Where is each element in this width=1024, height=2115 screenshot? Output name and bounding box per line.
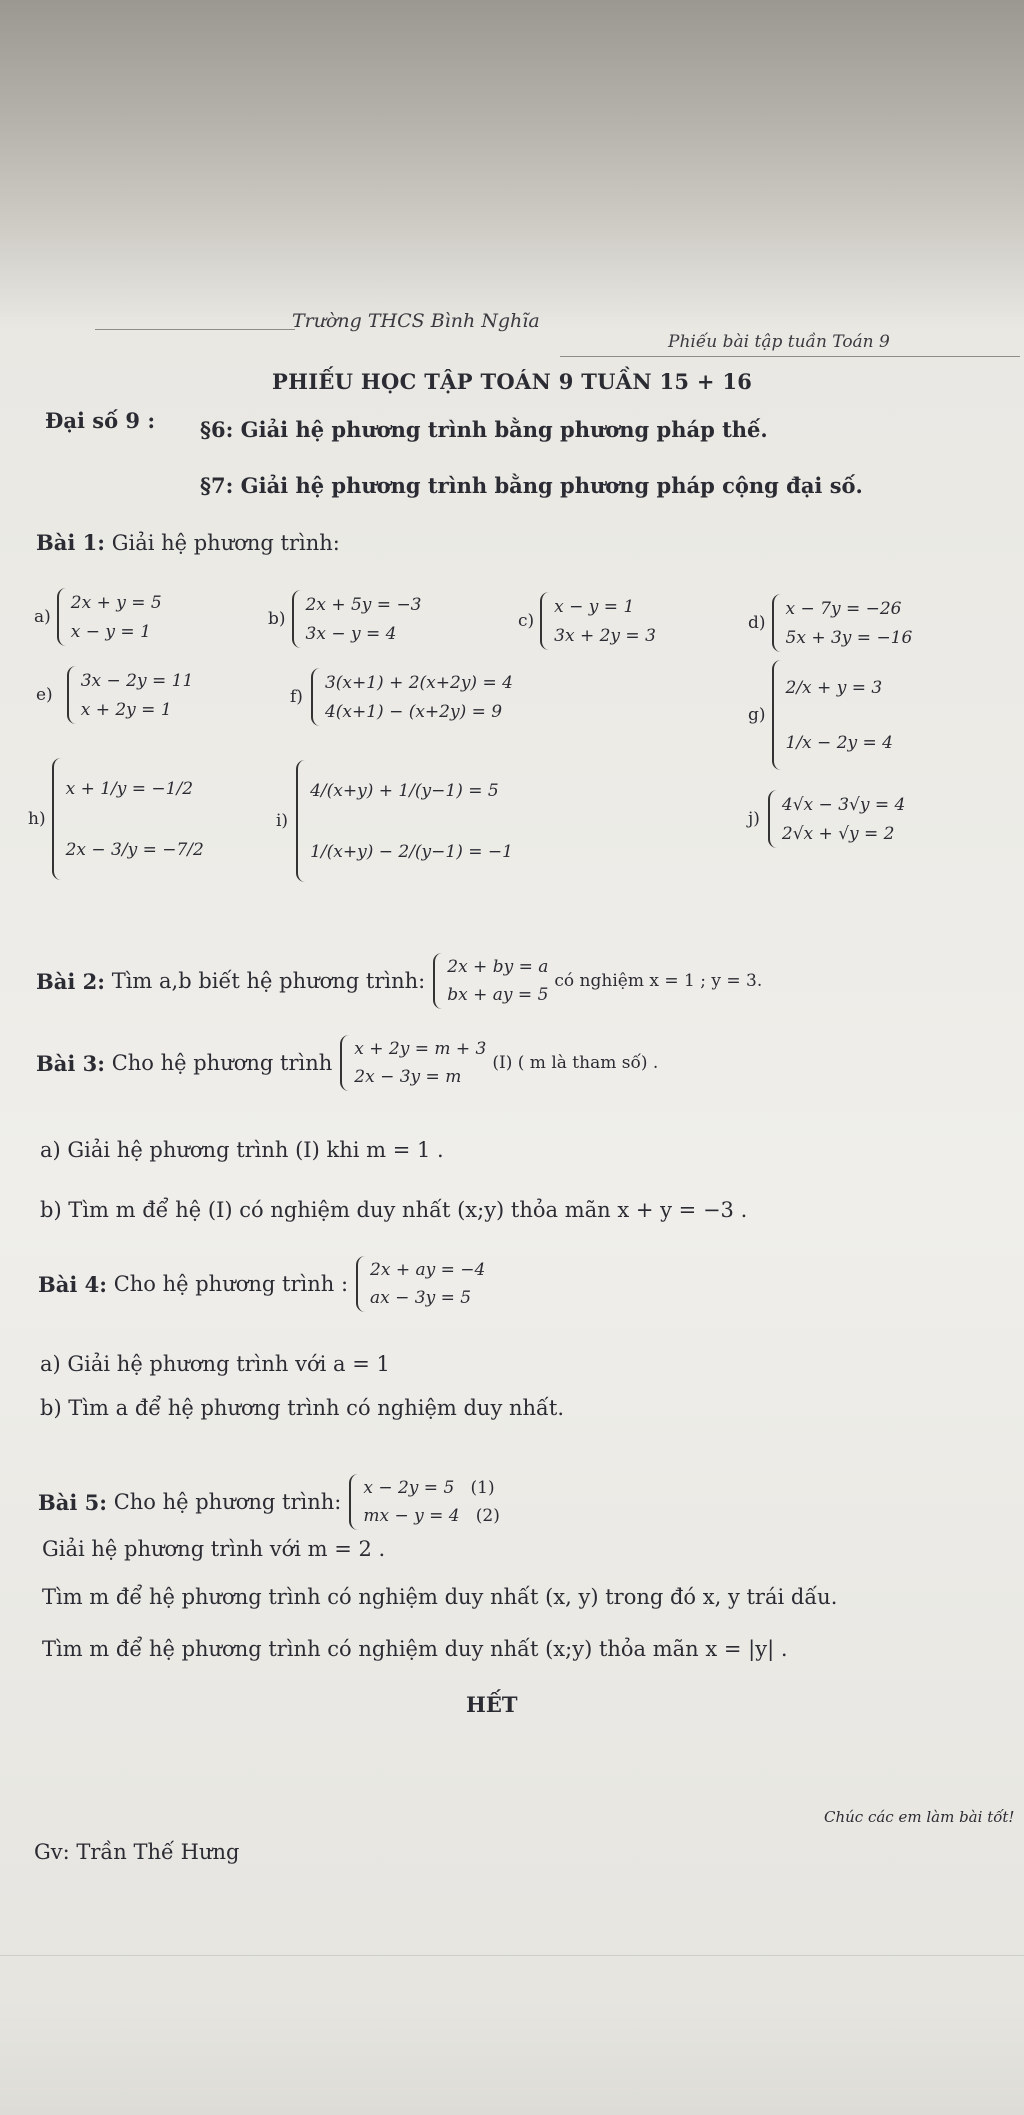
- header-rule-right: [560, 356, 1020, 357]
- topic-line-1: §6: Giải hệ phương trình bằng phương pháp thế.: [200, 417, 768, 442]
- teacher-name: Gv: Trần Thế Hưng: [34, 1840, 240, 1864]
- bai1-d: d) x − 7y = −26 5x + 3y = −16: [748, 594, 912, 652]
- bai4-b: b) Tìm a để hệ phương trình có nghiệm duy nhất.: [40, 1396, 565, 1420]
- page-title: PHIẾU HỌC TẬP TOÁN 9 TUẦN 15 + 16: [272, 369, 753, 394]
- bai5-line-3: Tìm m để hệ phương trình có nghiệm duy nhất (x;y) thỏa mãn x = |y| .: [42, 1637, 788, 1661]
- bai5-line-1: Giải hệ phương trình với m = 2 .: [42, 1537, 386, 1561]
- bai1-b: b) 2x + 5y = −3 3x − y = 4: [268, 590, 422, 648]
- bai3-a: a) Giải hệ phương trình (I) khi m = 1 .: [40, 1138, 444, 1162]
- sheet-name: Phiếu bài tập tuần Toán 9: [668, 332, 890, 352]
- topic-line-2: §7: Giải hệ phương trình bằng phương pháp cộng đại số.: [200, 473, 863, 498]
- bai1-j: j) 4√x − 3√y = 4 2√x + √y = 2: [748, 790, 905, 848]
- bai1-a: a) 2x + y = 5 x − y = 1: [34, 588, 162, 646]
- bai1-prompt: Bài 1: Giải hệ phương trình:: [36, 530, 340, 555]
- bai4: Bài 4: Cho hệ phương trình : 2x + ay = −4 ax − 3y = 5: [38, 1256, 485, 1312]
- bai2: Bài 2: Tìm a,b biết hệ phương trình: 2x + by = a bx + ay = 5 có nghiệm x = 1 ; y = 3.: [36, 953, 762, 1009]
- bai4-a: a) Giải hệ phương trình với a = 1: [40, 1352, 390, 1376]
- topic-label: Đại số 9 :: [45, 408, 156, 433]
- bai5: Bài 5: Cho hệ phương trình: x − 2y = 5 (1) mx − y = 4 (2): [38, 1474, 500, 1530]
- bai1-c: c) x − y = 1 3x + 2y = 3: [518, 592, 656, 650]
- closing-note: Chúc các em làm bài tốt!: [824, 1808, 1015, 1826]
- bai1-e: e) 3x − 2y = 11 x + 2y = 1: [36, 666, 193, 724]
- bai1-h: h) x + 1/y = −1/2 2x − 3/y = −7/2: [28, 758, 204, 880]
- bai5-line-2: Tìm m để hệ phương trình có nghiệm duy nhất (x, y) trong đó x, y trái dấu.: [42, 1585, 838, 1609]
- bai1-i: i) 4/(x+y) + 1/(y−1) = 5 1/(x+y) − 2/(y−1) = −1: [276, 760, 513, 882]
- header-rule-left: [95, 329, 295, 330]
- school-name: Trường THCS Bình Nghĩa: [292, 310, 540, 332]
- bai1-f: f) 3(x+1) + 2(x+2y) = 4 4(x+1) − (x+2y) = 9: [290, 668, 513, 726]
- bai3-b: b) Tìm m để hệ (I) có nghiệm duy nhất (x;y) thỏa mãn x + y = −3 .: [40, 1198, 748, 1222]
- page-bottom-edge: [0, 1955, 1024, 1956]
- bai3: Bài 3: Cho hệ phương trình x + 2y = m + 3 2x − 3y = m (I) ( m là tham số) .: [36, 1035, 658, 1091]
- bai1-g: g) 2/x + y = 3 1/x − 2y = 4: [748, 660, 893, 770]
- end-marker: HẾT: [466, 1692, 518, 1717]
